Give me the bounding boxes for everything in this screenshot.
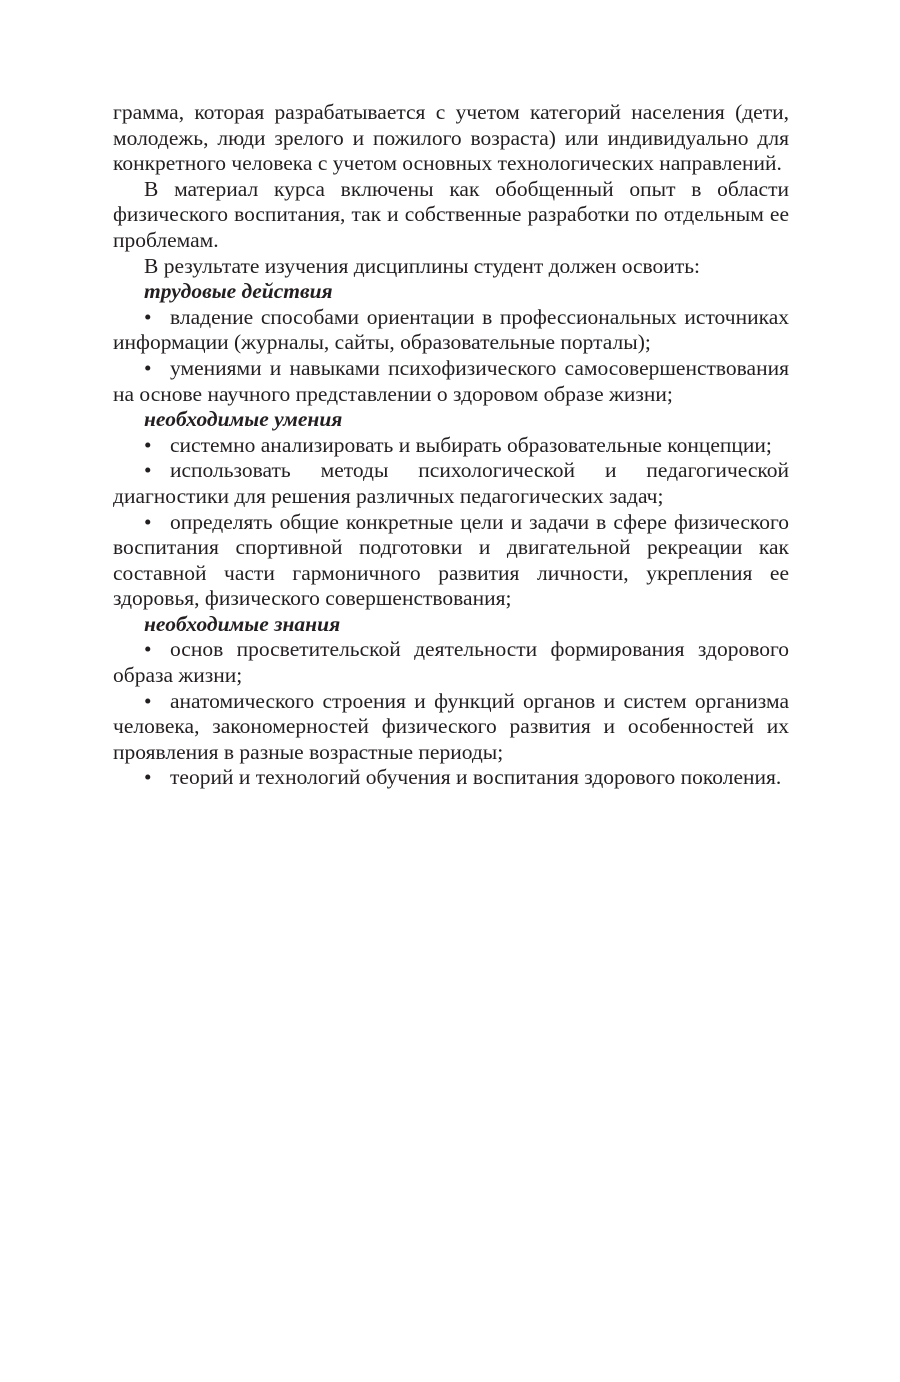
list-item [113,689,789,766]
bullet-icon: • [144,458,152,483]
bullet-icon: • [144,688,152,713]
list-item [113,637,789,688]
page-body [113,100,789,791]
paragraph-intro-continuation: грамма, которая разрабатывается с учетом категорий населения (дети, молодежь, люди зрелого и пожилого возраста) или индивидуально для конкретного человека с учетом основных технологических направлений. [113,100,789,176]
paragraph-learning-outcomes: В результате изучения дисциплины студент должен освоить: [144,253,700,278]
list-item [113,433,789,459]
bullet-icon: • [144,432,152,457]
list-item-text: использовать методы психологической и педагогической диагностики для решения различных педагогических задач; [113,458,789,508]
bullet-icon: • [144,765,152,790]
list-item-text: основ просветительской деятельности формирования здорового образа жизни; [113,637,789,688]
list-item-text: владение способами ориентации в профессиональных источниках информации (журналы, сайты, образовательные порталы); [113,304,789,355]
section-heading-required-skills: необходимые умения [144,407,343,432]
list-item [113,458,789,509]
list-item-text: теорий и технологий обучения и воспитания здорового поколения. [170,765,782,790]
list-item-text: определять общие конкретные цели и задачи в сфере физического воспитания спортивной подготовки и двигательной рекреации как составной части гармоничного развития личности, укрепления ее здоровья, физического совершенствования; [113,509,789,611]
section-heading-labor-actions: трудовые действия [144,279,333,304]
list-item-text: системно анализировать и выбирать образовательные концепции; [170,432,772,457]
bullet-icon: • [144,304,152,329]
list-item-text: умениями и навыками психофизического самосовершенствования на основе научного представлении о здоровом образе жизни; [113,355,789,406]
list-item-text: анатомического строения и функций органов и систем организма человека, закономерностей физического развития и особенностей их проявления в разные возрастные периоды; [113,688,789,764]
list-item [113,305,789,356]
list-item [113,765,789,791]
paragraph-course-materials: В материал курса включены как обобщенный опыт в области физического воспитания, так и собственные разработки по отдельным ее проблемам. [113,176,789,252]
section-heading-required-knowledge: необходимые знания [144,611,341,636]
bullet-icon: • [144,637,152,662]
bullet-icon: • [144,355,152,380]
bullet-icon: • [144,509,152,534]
list-item [113,356,789,407]
list-item [113,510,789,612]
